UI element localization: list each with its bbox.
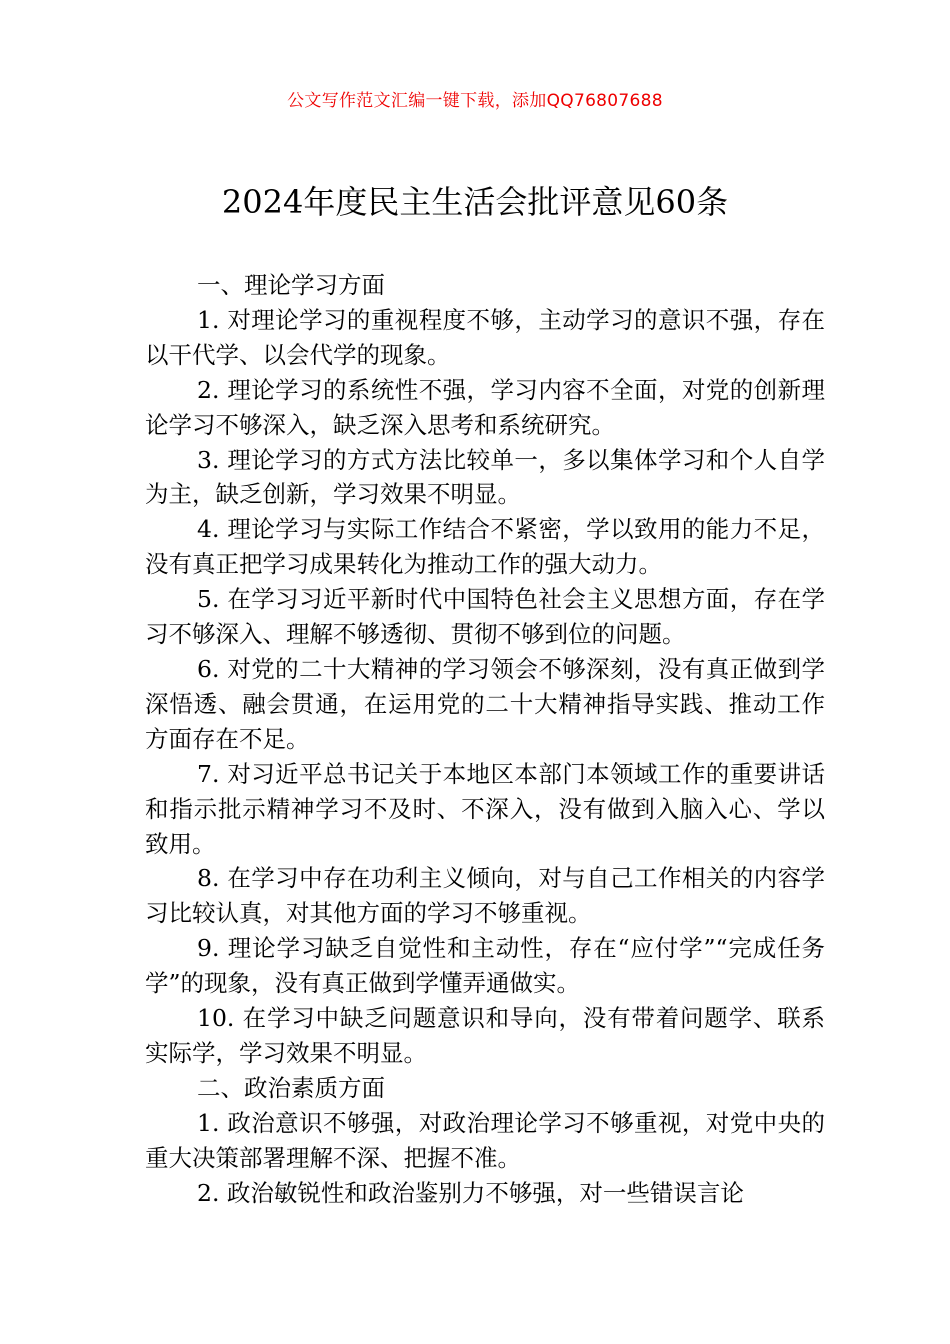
list-item: 7. 对习近平总书记关于本地区本部门本领域工作的重要讲话和指示批示精神学习不及时、不深入，没有做到入脑入心、学以致用。 [145, 759, 825, 858]
list-item: 4. 理论学习与实际工作结合不紧密，学以致用的能力不足，没有真正把学习成果转化为推动工作的强大动力。 [145, 515, 825, 579]
list-item: 6. 对党的二十大精神的学习领会不够深刻，没有真正做到学深悟透、融会贯通，在运用党的二十大精神指导实践、推动工作方面存在不足。 [145, 654, 825, 753]
list-item: 1. 对理论学习的重视程度不够，主动学习的意识不强，存在以干代学、以会代学的现象。 [145, 305, 825, 369]
list-item: 10. 在学习中缺乏问题意识和导向，没有带着问题学、联系实际学，学习效果不明显。 [145, 1004, 825, 1067]
list-item: 8. 在学习中存在功利主义倾向，对与自己工作相关的内容学习比较认真，对其他方面的学习不够重视。 [145, 864, 825, 928]
list-item: 1. 政治意识不够强，对政治理论学习不够重视，对党中央的重大决策部署理解不深、把握不准。 [145, 1108, 825, 1172]
list-item: 5. 在学习习近平新时代中国特色社会主义思想方面，存在学习不够深入、理解不够透彻、贯彻不够到位的问题。 [145, 585, 825, 649]
list-item: 2. 政治敏锐性和政治鉴别力不够强，对一些错误言论 [197, 1178, 744, 1207]
document-body [145, 268, 825, 1210]
section-heading: 二、政治素质方面 [197, 1073, 385, 1102]
section-heading: 一、理论学习方面 [197, 271, 385, 299]
list-item: 3. 理论学习的方式方法比较单一，多以集体学习和个人自学为主，缺乏创新，学习效果不明显。 [145, 445, 825, 509]
document-title: 2024年度民主生活会批评意见60条 [221, 183, 729, 221]
list-item: 2. 理论学习的系统性不强，学习内容不全面，对党的创新理论学习不够深入，缺乏深入思考和系统研究。 [145, 375, 825, 439]
promo-header-note: 公文写作范文汇编一键下载，添加QQ76807688 [287, 91, 663, 111]
list-item: 9. 理论学习缺乏自觉性和主动性，存在“应付学”“完成任务学”的现象，没有真正做到学懂弄通做实。 [145, 934, 825, 998]
